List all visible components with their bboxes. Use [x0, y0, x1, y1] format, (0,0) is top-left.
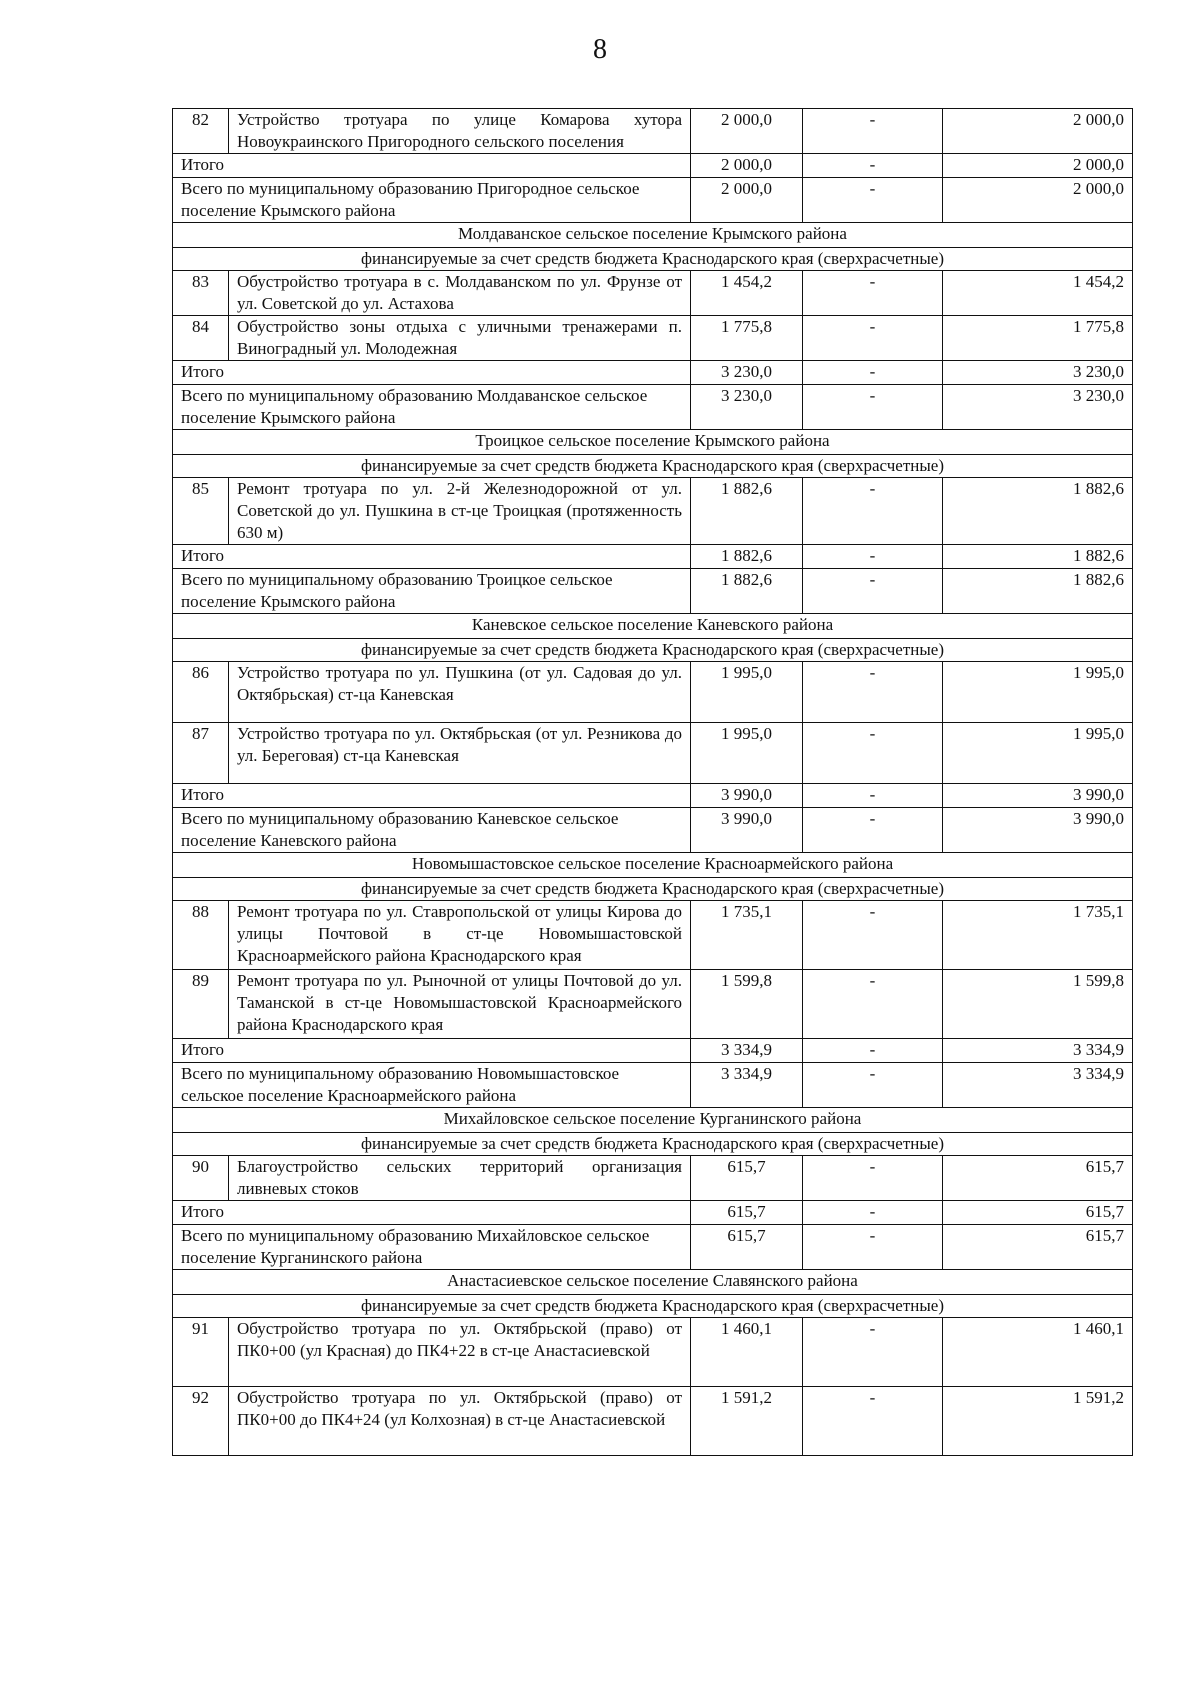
- funding-source-label: финансируемые за счет средств бюджета Краснодарского края (сверхрасчетные): [173, 1295, 1133, 1318]
- total-value-2: -: [803, 1225, 943, 1270]
- funding-row: [173, 878, 1133, 901]
- row-value-3: 1 454,2: [943, 271, 1133, 316]
- row-value-2: -: [803, 901, 943, 970]
- row-value-total: 2 000,0: [691, 109, 803, 154]
- row-value-2: -: [803, 478, 943, 545]
- section-title: Анастасиевское сельское поселение Славянского района: [173, 1270, 1133, 1295]
- total-row: [173, 385, 1133, 430]
- total-value-2: -: [803, 1063, 943, 1108]
- page-number: 8: [593, 34, 607, 65]
- total-label: Итого: [173, 361, 691, 385]
- funding-source-label: финансируемые за счет средств бюджета Краснодарского края (сверхрасчетные): [173, 455, 1133, 478]
- row-value-2: -: [803, 723, 943, 784]
- total-value-2: -: [803, 385, 943, 430]
- row-description: Обустройство тротуара по ул. Октябрьской (право) от ПК0+00 (ул Красная) до ПК4+22 в ст-це Анастасиевской: [229, 1318, 691, 1387]
- row-value-3: 1 735,1: [943, 901, 1133, 970]
- total-value-1: 2 000,0: [691, 178, 803, 223]
- total-value-2: -: [803, 784, 943, 808]
- funding-source-label: финансируемые за счет средств бюджета Краснодарского края (сверхрасчетные): [173, 248, 1133, 271]
- section-header-row: [173, 223, 1133, 248]
- row-value-3: 1 775,8: [943, 316, 1133, 361]
- row-number: 89: [173, 970, 229, 1039]
- section-header-row: [173, 614, 1133, 639]
- row-description: Устройство тротуара по ул. Октябрьская (от ул. Резникова до ул. Береговая) ст-ца Каневская: [229, 723, 691, 784]
- section-header-row: [173, 1108, 1133, 1133]
- total-value-2: -: [803, 545, 943, 569]
- total-label: Итого: [173, 784, 691, 808]
- total-row: [173, 545, 1133, 569]
- funding-row: [173, 455, 1133, 478]
- row-value-total: 1 599,8: [691, 970, 803, 1039]
- row-value-3: 615,7: [943, 1156, 1133, 1201]
- table-row: [173, 478, 1133, 545]
- row-value-2: -: [803, 271, 943, 316]
- row-number: 82: [173, 109, 229, 154]
- total-row: [173, 1039, 1133, 1063]
- total-value-2: -: [803, 178, 943, 223]
- row-number: 90: [173, 1156, 229, 1201]
- row-value-2: -: [803, 1156, 943, 1201]
- total-label: Всего по муниципальному образованию Каневское сельское поселение Каневского района: [173, 808, 691, 853]
- total-value-2: -: [803, 808, 943, 853]
- table-row: [173, 901, 1133, 970]
- total-label: Итого: [173, 545, 691, 569]
- row-number: 87: [173, 723, 229, 784]
- total-value-1: 3 990,0: [691, 808, 803, 853]
- table-row: [173, 1156, 1133, 1201]
- total-value-2: -: [803, 1201, 943, 1225]
- row-value-3: 1 460,1: [943, 1318, 1133, 1387]
- row-value-2: -: [803, 970, 943, 1039]
- table-row: [173, 723, 1133, 784]
- total-value-3: 1 882,6: [943, 545, 1133, 569]
- total-row: [173, 1201, 1133, 1225]
- total-value-3: 3 334,9: [943, 1039, 1133, 1063]
- total-value-1: 2 000,0: [691, 154, 803, 178]
- row-number: 91: [173, 1318, 229, 1387]
- section-title: Троицкое сельское поселение Крымского района: [173, 430, 1133, 455]
- row-value-2: -: [803, 662, 943, 723]
- section-title: Молдаванское сельское поселение Крымского района: [173, 223, 1133, 248]
- total-value-1: 1 882,6: [691, 545, 803, 569]
- total-label: Всего по муниципальному образованию Новомышастовское сельское поселение Красноармейского района: [173, 1063, 691, 1108]
- total-value-3: 2 000,0: [943, 154, 1133, 178]
- row-value-3: 1 599,8: [943, 970, 1133, 1039]
- row-value-total: 1 882,6: [691, 478, 803, 545]
- funding-source-label: финансируемые за счет средств бюджета Краснодарского края (сверхрасчетные): [173, 639, 1133, 662]
- section-header-row: [173, 430, 1133, 455]
- total-row: [173, 569, 1133, 614]
- table-row: [173, 662, 1133, 723]
- row-description: Устройство тротуара по улице Комарова хутора Новоукраинского Пригородного сельского поселения: [229, 109, 691, 154]
- table-row: [173, 271, 1133, 316]
- total-value-3: 3 334,9: [943, 1063, 1133, 1108]
- row-description: Обустройство тротуара в с. Молдаванском по ул. Фрунзе от ул. Советской до ул. Астахова: [229, 271, 691, 316]
- total-label: Итого: [173, 1201, 691, 1225]
- total-value-3: 2 000,0: [943, 178, 1133, 223]
- row-value-2: -: [803, 1318, 943, 1387]
- total-value-1: 3 230,0: [691, 385, 803, 430]
- row-value-total: 1 995,0: [691, 723, 803, 784]
- row-number: 86: [173, 662, 229, 723]
- row-value-3: 1 995,0: [943, 723, 1133, 784]
- row-description: Устройство тротуара по ул. Пушкина (от ул. Садовая до ул. Октябрьская) ст-ца Каневская: [229, 662, 691, 723]
- total-label: Всего по муниципальному образованию Молдаванское сельское поселение Крымского района: [173, 385, 691, 430]
- row-description: Обустройство тротуара по ул. Октябрьской (право) от ПК0+00 до ПК4+24 (ул Колхозная) в ст-це Анастасиевской: [229, 1387, 691, 1456]
- row-value-2: -: [803, 109, 943, 154]
- row-value-2: -: [803, 316, 943, 361]
- total-label: Итого: [173, 1039, 691, 1063]
- budget-table: [172, 108, 1133, 1456]
- row-number: 84: [173, 316, 229, 361]
- section-header-row: [173, 853, 1133, 878]
- total-value-3: 1 882,6: [943, 569, 1133, 614]
- total-value-2: -: [803, 361, 943, 385]
- total-value-1: 3 990,0: [691, 784, 803, 808]
- section-title: Каневское сельское поселение Каневского района: [173, 614, 1133, 639]
- section-header-row: [173, 1270, 1133, 1295]
- section-title: Новомышастовское сельское поселение Красноармейского района: [173, 853, 1133, 878]
- total-row: [173, 784, 1133, 808]
- row-value-total: 615,7: [691, 1156, 803, 1201]
- total-value-2: -: [803, 1039, 943, 1063]
- total-row: [173, 1063, 1133, 1108]
- total-row: [173, 1225, 1133, 1270]
- table-row: [173, 1318, 1133, 1387]
- section-title: Михайловское сельское поселение Курганинского района: [173, 1108, 1133, 1133]
- total-value-3: 3 230,0: [943, 361, 1133, 385]
- total-value-1: 1 882,6: [691, 569, 803, 614]
- row-number: 92: [173, 1387, 229, 1456]
- row-value-3: 1 882,6: [943, 478, 1133, 545]
- row-value-3: 1 995,0: [943, 662, 1133, 723]
- total-value-3: 3 990,0: [943, 784, 1133, 808]
- total-label: Всего по муниципальному образованию Пригородное сельское поселение Крымского района: [173, 178, 691, 223]
- total-label: Итого: [173, 154, 691, 178]
- table-row: [173, 109, 1133, 154]
- total-value-1: 3 230,0: [691, 361, 803, 385]
- table-row: [173, 970, 1133, 1039]
- row-number: 85: [173, 478, 229, 545]
- total-row: [173, 154, 1133, 178]
- row-value-2: -: [803, 1387, 943, 1456]
- row-number: 88: [173, 901, 229, 970]
- total-value-1: 3 334,9: [691, 1063, 803, 1108]
- row-value-total: 1 995,0: [691, 662, 803, 723]
- row-description: Ремонт тротуара по ул. Ставропольской от улицы Кирова до улицы Почтовой в ст-це Новомышастовской Красноармейского района Краснодарского края: [229, 901, 691, 970]
- row-value-3: 2 000,0: [943, 109, 1133, 154]
- total-value-1: 615,7: [691, 1225, 803, 1270]
- funding-row: [173, 1133, 1133, 1156]
- row-description: Ремонт тротуара по ул. 2-й Железнодорожной от ул. Советской до ул. Пушкина в ст-це Троицкая (протяженность 630 м): [229, 478, 691, 545]
- total-value-1: 3 334,9: [691, 1039, 803, 1063]
- total-value-2: -: [803, 569, 943, 614]
- funding-row: [173, 248, 1133, 271]
- row-value-total: 1 460,1: [691, 1318, 803, 1387]
- row-description: Благоустройство сельских территорий организация ливневых стоков: [229, 1156, 691, 1201]
- total-row: [173, 178, 1133, 223]
- row-description: Обустройство зоны отдыха с уличными тренажерами п. Виноградный ул. Молодежная: [229, 316, 691, 361]
- funding-row: [173, 639, 1133, 662]
- row-value-total: 1 735,1: [691, 901, 803, 970]
- funding-source-label: финансируемые за счет средств бюджета Краснодарского края (сверхрасчетные): [173, 1133, 1133, 1156]
- total-value-3: 615,7: [943, 1201, 1133, 1225]
- funding-row: [173, 1295, 1133, 1318]
- row-value-total: 1 591,2: [691, 1387, 803, 1456]
- row-value-total: 1 775,8: [691, 316, 803, 361]
- total-label: Всего по муниципальному образованию Троицкое сельское поселение Крымского района: [173, 569, 691, 614]
- table-row: [173, 1387, 1133, 1456]
- total-value-3: 3 990,0: [943, 808, 1133, 853]
- table-row: [173, 316, 1133, 361]
- funding-source-label: финансируемые за счет средств бюджета Краснодарского края (сверхрасчетные): [173, 878, 1133, 901]
- total-value-2: -: [803, 154, 943, 178]
- total-value-3: 3 230,0: [943, 385, 1133, 430]
- total-row: [173, 808, 1133, 853]
- total-value-1: 615,7: [691, 1201, 803, 1225]
- total-value-3: 615,7: [943, 1225, 1133, 1270]
- row-number: 83: [173, 271, 229, 316]
- row-value-3: 1 591,2: [943, 1387, 1133, 1456]
- row-description: Ремонт тротуара по ул. Рыночной от улицы Почтовой до ул. Таманской в ст-це Новомышастовской Красноармейского района Краснодарского края: [229, 970, 691, 1039]
- total-row: [173, 361, 1133, 385]
- row-value-total: 1 454,2: [691, 271, 803, 316]
- total-label: Всего по муниципальному образованию Михайловское сельское поселение Курганинского района: [173, 1225, 691, 1270]
